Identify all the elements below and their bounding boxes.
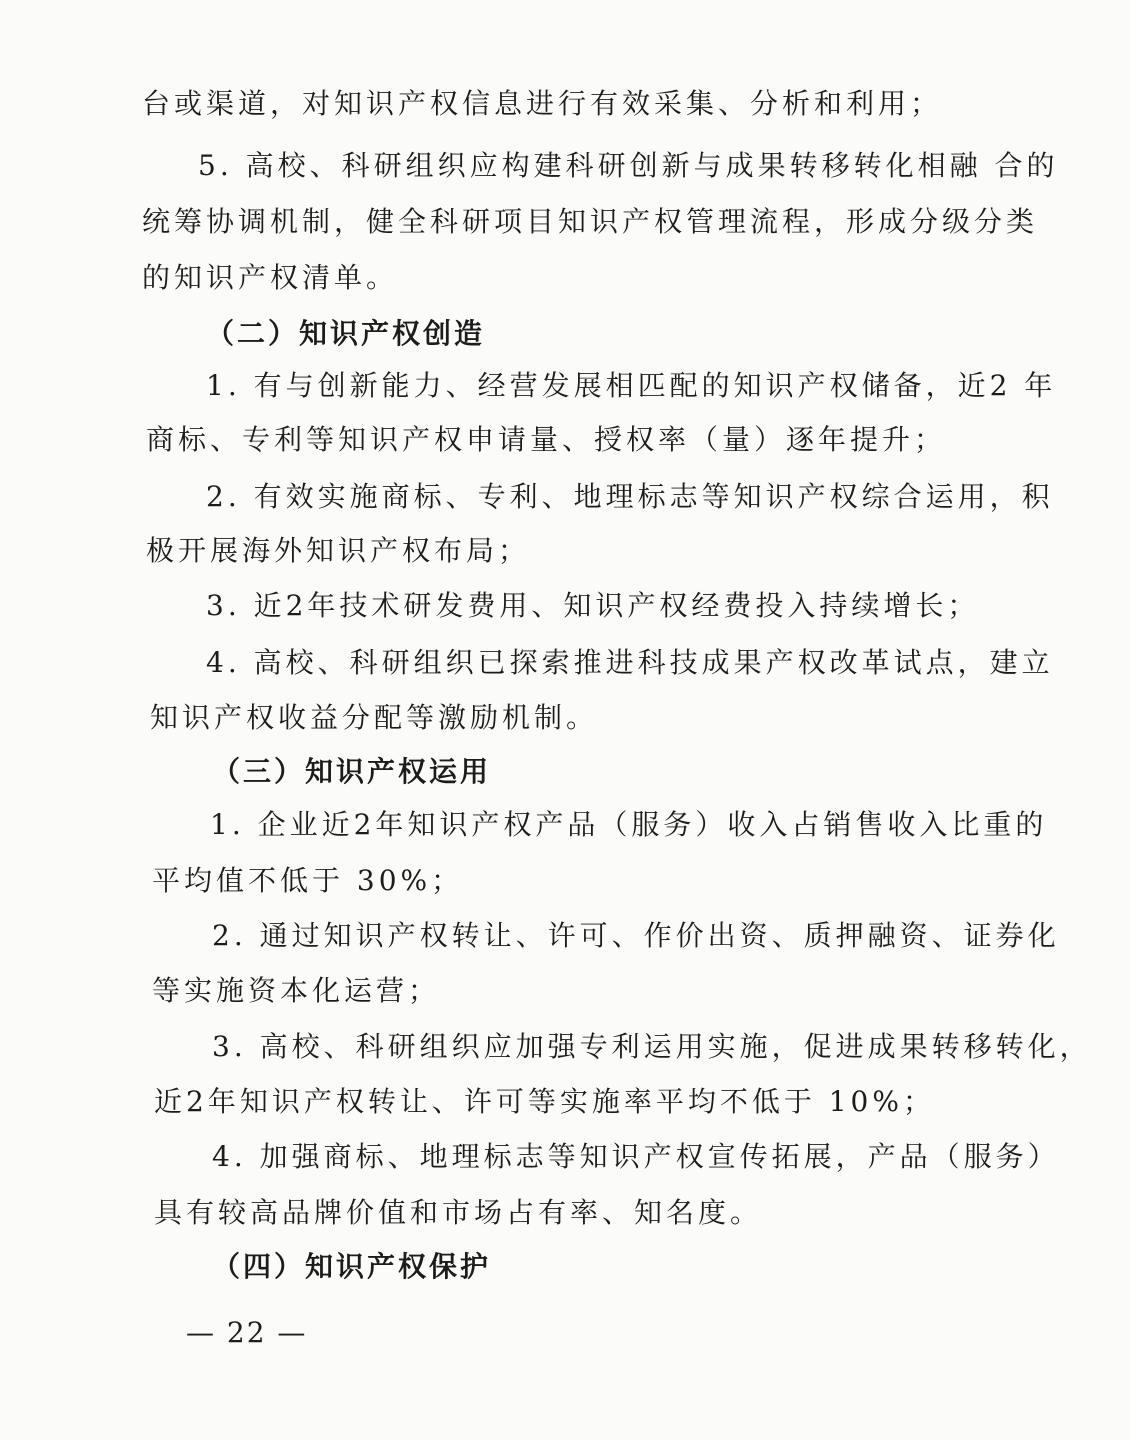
text-line: 的知识产权清单。 — [142, 261, 399, 294]
text-line: 平均值不低于 30%； — [152, 864, 464, 897]
text-line: 具有较高品牌价值和市场占有率、知名度。 — [154, 1196, 763, 1229]
text-line: 商标、专利等知识产权申请量、授权率（量）逐年提升； — [146, 423, 947, 456]
text-line: 统筹协调机制，健全科研项目知识产权管理流程，形成分级分类 — [142, 205, 1039, 238]
text-line: 1. 企业近2年知识产权产品（服务）收入占销售收入比重的 — [210, 808, 1048, 841]
text-line: 2. 通过知识产权转让、许可、作价出资、质押融资、证券化 — [212, 919, 1060, 952]
text-line: 3. 高校、科研组织应加强专利运用实施，促进成果转移转化， — [212, 1030, 1092, 1063]
text-line: 4. 高校、科研组织已探索推进科技成果产权改革试点，建立 — [206, 646, 1054, 679]
text-line: 等实施资本化运营； — [152, 974, 441, 1007]
text-line: 5. 高校、科研组织应构建科研创新与成果转移转化相融 合的 — [198, 149, 1059, 182]
text-line: 3. 近2年技术研发费用、知识产权经费投入持续增长； — [206, 589, 980, 622]
section-heading: （三）知识产权运用 — [212, 755, 492, 788]
text-line: 4. 加强商标、地理标志等知识产权宣传拓展，产品（服务） — [212, 1140, 1060, 1173]
text-line: 台或渠道，对知识产权信息进行有效采集、分析和利用； — [142, 87, 943, 120]
text-line: 知识产权收益分配等激励机制。 — [150, 701, 599, 734]
text-line: 2. 有效实施商标、专利、地理标志等知识产权综合运用，积 — [206, 480, 1054, 513]
page-number: — 22 — — [186, 1316, 308, 1349]
text-line: 近2年知识产权转让、许可等实施率平均不低于 10%； — [154, 1085, 935, 1118]
section-heading: （四）知识产权保护 — [212, 1250, 492, 1283]
text-line: 1. 有与创新能力、经营发展相匹配的知识产权储备，近2 年 — [206, 369, 1057, 402]
text-line: 极开展海外知识产权布局； — [146, 534, 531, 567]
section-heading: （二）知识产权创造 — [206, 317, 486, 350]
